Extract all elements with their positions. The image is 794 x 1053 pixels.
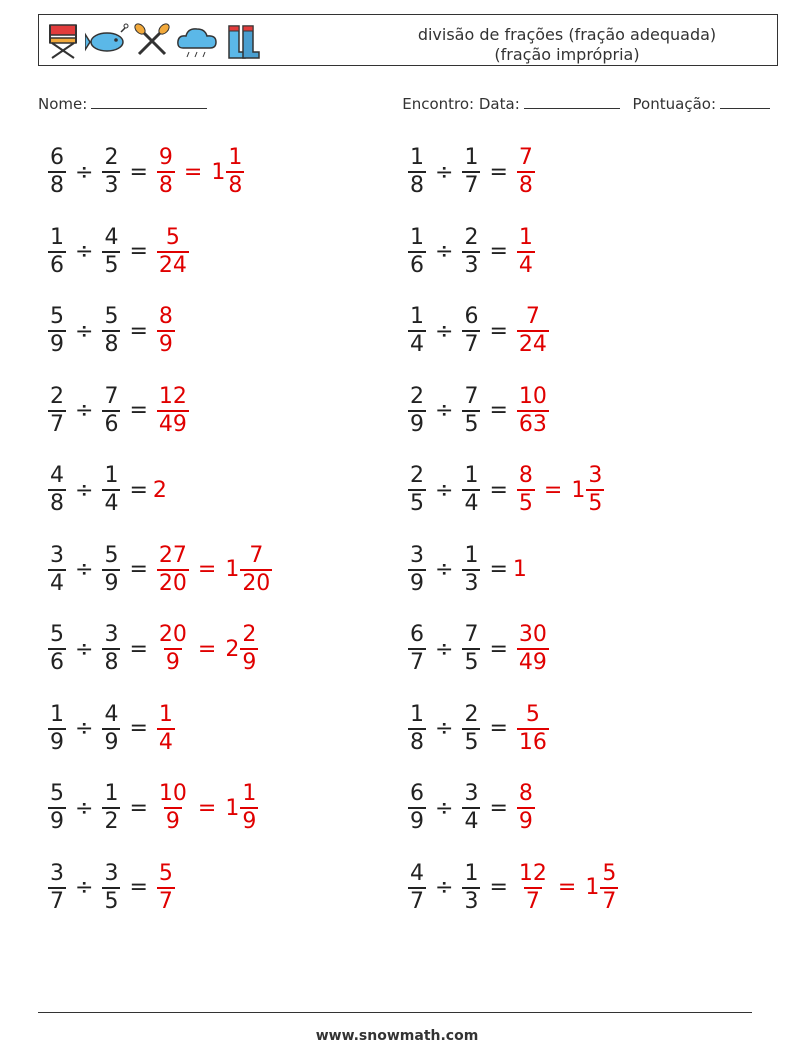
denominator: 9	[104, 570, 119, 596]
denominator: 8	[104, 332, 119, 357]
divide-sign: ÷	[435, 795, 454, 821]
mixed-whole: 2	[225, 636, 240, 662]
denominator: 8	[228, 173, 243, 198]
numerator: 8	[518, 781, 533, 806]
numerator: 5	[104, 542, 119, 568]
numerator: 12	[518, 860, 547, 886]
problem-right-10	[404, 856, 622, 920]
divide-sign: ÷	[75, 875, 94, 900]
denominator: 7	[50, 411, 64, 437]
problem-left-10	[44, 856, 179, 920]
numerator: 2	[50, 383, 64, 409]
score-label: Pontuação:	[632, 95, 716, 113]
divisor-fraction	[102, 543, 120, 597]
equals-sign: =	[489, 318, 508, 344]
answer-fraction	[517, 781, 535, 835]
denominator: 9	[410, 809, 424, 834]
problem-left-5	[44, 458, 167, 522]
divisor-fraction	[102, 225, 120, 279]
numerator: 3	[50, 860, 64, 886]
denominator: 7	[464, 332, 479, 357]
numerator: 1	[158, 701, 173, 727]
numerator: 1	[50, 701, 64, 727]
mixed-whole: 1	[585, 875, 600, 900]
divisor-fraction	[102, 622, 120, 676]
mixed-fraction	[586, 463, 604, 517]
equals-sign: =	[489, 795, 508, 821]
denominator: 9	[242, 650, 257, 675]
dividend-fraction	[408, 861, 426, 915]
divide-sign: ÷	[435, 477, 454, 503]
denominator: 7	[50, 888, 64, 914]
problem-right-8	[404, 697, 553, 761]
equals-sign: =	[557, 875, 577, 900]
denominator: 9	[50, 332, 64, 357]
numerator: 7	[104, 383, 119, 409]
denominator: 20	[242, 570, 271, 596]
numerator: 1	[104, 463, 119, 488]
denominator: 24	[518, 332, 547, 357]
divisor-fraction	[462, 145, 480, 199]
denominator: 6	[410, 252, 424, 278]
numerator: 7	[518, 145, 533, 170]
numerator: 7	[464, 383, 479, 409]
denominator: 3	[464, 888, 479, 914]
divide-sign: ÷	[75, 159, 94, 185]
divisor-fraction	[462, 304, 480, 358]
problem-right-1	[404, 140, 539, 204]
divisor-fraction	[462, 702, 480, 756]
numerator: 1	[464, 860, 479, 886]
denominator: 9	[518, 809, 533, 834]
mixed-whole: 1	[225, 795, 240, 821]
divisor-fraction	[462, 384, 480, 438]
equals-sign: =	[129, 557, 148, 582]
mixed-whole: 1	[571, 477, 586, 503]
denominator: 24	[158, 252, 187, 278]
denominator: 4	[104, 491, 119, 516]
numerator: 1	[50, 224, 64, 250]
divide-sign: ÷	[75, 716, 94, 741]
denominator: 5	[464, 729, 479, 755]
numerator: 1	[410, 701, 424, 727]
denominator: 5	[464, 411, 479, 437]
mixed-whole: 1	[211, 159, 226, 185]
answer-fraction	[517, 225, 535, 279]
denominator: 7	[158, 888, 173, 914]
answer-fraction	[517, 145, 535, 199]
numerator: 1	[410, 304, 424, 329]
numerator: 1	[228, 145, 243, 170]
equals-sign: =	[197, 636, 217, 662]
dividend-fraction	[48, 145, 66, 199]
problem-left-7	[44, 617, 262, 681]
dividend-fraction	[48, 463, 66, 517]
problem-right-4	[404, 379, 553, 443]
dividend-fraction	[408, 463, 426, 517]
numerator: 5	[165, 224, 180, 250]
answer-fraction	[157, 543, 189, 597]
equals-sign: =	[489, 239, 508, 264]
equals-sign: =	[489, 875, 508, 900]
equals-sign: =	[129, 159, 148, 185]
numerator: 1	[104, 781, 119, 806]
fish-icon	[85, 22, 129, 60]
problem-right-7	[404, 617, 553, 681]
numerator: 4	[104, 224, 119, 250]
denominator: 16	[518, 729, 547, 755]
denominator: 7	[410, 650, 424, 675]
divide-sign: ÷	[75, 636, 94, 662]
denominator: 3	[464, 252, 479, 278]
dividend-fraction	[408, 384, 426, 438]
dividend-fraction	[48, 622, 66, 676]
dividend-fraction	[408, 145, 426, 199]
equals-sign: =	[543, 477, 563, 503]
denominator: 6	[104, 411, 119, 437]
answer-fraction	[157, 384, 189, 438]
rain-cloud-icon	[175, 22, 219, 60]
answer-fraction	[157, 225, 189, 279]
dividend-fraction	[408, 543, 426, 597]
numerator: 10	[158, 781, 187, 806]
numerator: 4	[410, 860, 424, 886]
equals-sign: =	[489, 159, 508, 185]
equals-sign: =	[129, 795, 148, 821]
denominator: 6	[50, 252, 64, 278]
numerator: 7	[249, 542, 264, 568]
dividend-fraction	[408, 781, 426, 835]
divide-sign: ÷	[75, 239, 94, 264]
divisor-fraction	[102, 702, 120, 756]
numerator: 9	[158, 145, 173, 170]
divisor-fraction	[462, 463, 480, 517]
answer-fraction	[157, 304, 175, 358]
denominator: 5	[464, 650, 479, 675]
dividend-fraction	[408, 304, 426, 358]
worksheet-header	[38, 14, 778, 66]
problem-left-1	[44, 140, 248, 204]
rubber-boots-icon	[223, 22, 263, 60]
mixed-fraction	[240, 543, 272, 597]
denominator: 4	[464, 809, 479, 834]
equals-sign: =	[489, 716, 508, 741]
denominator: 4	[158, 729, 173, 755]
denominator: 2	[104, 809, 119, 834]
numerator: 5	[602, 860, 617, 886]
denominator: 8	[410, 173, 424, 198]
denominator: 8	[410, 729, 424, 755]
numerator: 5	[50, 781, 64, 806]
numerator: 3	[104, 622, 119, 647]
denominator: 9	[104, 729, 119, 755]
numerator: 2	[104, 145, 119, 170]
mixed-whole: 1	[225, 557, 240, 582]
numerator: 1	[410, 224, 424, 250]
mixed-fraction	[600, 861, 618, 915]
denominator: 9	[410, 411, 424, 437]
denominator: 7	[525, 888, 540, 914]
divide-sign: ÷	[435, 636, 454, 662]
denominator: 63	[518, 411, 547, 437]
numerator: 4	[50, 463, 64, 488]
numerator: 5	[50, 304, 64, 329]
denominator: 20	[158, 570, 187, 596]
denominator: 4	[50, 570, 64, 596]
denominator: 5	[588, 491, 603, 516]
divide-sign: ÷	[75, 398, 94, 423]
name-field	[38, 94, 207, 113]
answer-fraction	[157, 781, 189, 835]
denominator: 7	[410, 888, 424, 914]
equals-sign: =	[489, 557, 508, 582]
denominator: 9	[158, 332, 173, 357]
dividend-fraction	[48, 225, 66, 279]
divisor-fraction	[462, 781, 480, 835]
problem-right-3	[404, 299, 553, 363]
answer-fraction	[517, 861, 549, 915]
answer-fraction	[157, 145, 175, 199]
divide-sign: ÷	[435, 239, 454, 264]
divide-sign: ÷	[435, 716, 454, 741]
denominator: 9	[165, 809, 180, 834]
divisor-fraction	[102, 861, 120, 915]
numerator: 3	[410, 542, 424, 568]
denominator: 5	[410, 491, 424, 516]
meeting-date-label: Encontro: Data:	[402, 95, 520, 113]
answer-fraction	[517, 384, 549, 438]
divisor-fraction	[102, 384, 120, 438]
denominator: 7	[464, 173, 479, 198]
equals-sign: =	[129, 398, 148, 423]
divide-sign: ÷	[435, 159, 454, 185]
numerator: 1	[242, 781, 257, 806]
numerator: 6	[410, 622, 424, 647]
numerator: 3	[50, 542, 64, 568]
equals-sign: =	[489, 477, 508, 503]
divisor-fraction	[462, 543, 480, 597]
dividend-fraction	[48, 781, 66, 835]
numerator: 1	[464, 463, 479, 488]
numerator: 3	[104, 860, 119, 886]
problem-left-4	[44, 379, 193, 443]
numerator: 12	[158, 383, 187, 409]
numerator: 5	[50, 622, 64, 647]
equals-sign: =	[129, 477, 148, 503]
denominator: 9	[50, 809, 64, 834]
denominator: 8	[50, 491, 64, 516]
equals-sign: =	[197, 795, 217, 821]
title-line-1: divisão de frações (fração adequada)	[417, 25, 717, 44]
date-blank[interactable]	[524, 94, 620, 109]
answer-fraction	[517, 702, 549, 756]
footer-divider	[38, 1012, 752, 1013]
denominator: 5	[104, 888, 119, 914]
numerator: 20	[158, 622, 187, 647]
denominator: 8	[158, 173, 173, 198]
denominator: 4	[410, 332, 424, 357]
divide-sign: ÷	[75, 557, 94, 582]
equals-sign: =	[489, 398, 508, 423]
denominator: 5	[518, 491, 533, 516]
denominator: 3	[104, 173, 119, 198]
dividend-fraction	[48, 384, 66, 438]
divide-sign: ÷	[75, 795, 94, 821]
answer-fraction	[517, 304, 549, 358]
answer-whole: 1	[512, 557, 527, 582]
numerator: 2	[410, 383, 424, 409]
denominator: 9	[410, 570, 424, 596]
title-line-2: (fração imprópria)	[494, 45, 640, 64]
denominator: 8	[518, 173, 533, 198]
name-blank[interactable]	[91, 94, 207, 109]
denominator: 9	[50, 729, 64, 755]
numerator: 1	[410, 145, 424, 170]
numerator: 2	[464, 701, 479, 727]
divisor-fraction	[102, 304, 120, 358]
problem-left-9	[44, 776, 262, 840]
dividend-fraction	[48, 702, 66, 756]
meeting-score-fields	[402, 94, 770, 113]
dividend-fraction	[48, 861, 66, 915]
problem-right-6	[404, 538, 527, 602]
numerator: 30	[518, 622, 547, 647]
dividend-fraction	[408, 225, 426, 279]
numerator: 5	[104, 304, 119, 329]
problem-right-2	[404, 220, 539, 284]
divisor-fraction	[462, 225, 480, 279]
mixed-fraction	[240, 781, 258, 835]
numerator: 4	[104, 701, 119, 727]
numerator: 2	[410, 463, 424, 488]
answer-fraction	[157, 861, 175, 915]
denominator: 9	[242, 809, 257, 834]
problem-right-9	[404, 776, 539, 840]
denominator: 7	[602, 888, 617, 914]
denominator: 4	[518, 252, 533, 278]
divide-sign: ÷	[75, 318, 94, 344]
divide-sign: ÷	[435, 875, 454, 900]
denominator: 9	[165, 650, 180, 675]
denominator: 49	[518, 650, 547, 675]
divisor-fraction	[102, 781, 120, 835]
numerator: 1	[464, 542, 479, 568]
numerator: 7	[464, 622, 479, 647]
denominator: 6	[50, 650, 64, 675]
numerator: 6	[410, 781, 424, 806]
denominator: 8	[50, 173, 64, 198]
equals-sign: =	[129, 239, 148, 264]
equals-sign: =	[489, 636, 508, 662]
numerator: 5	[525, 701, 540, 727]
problem-left-8	[44, 697, 179, 761]
score-blank[interactable]	[720, 94, 770, 109]
worksheet-title	[397, 25, 737, 65]
answer-fraction	[157, 622, 189, 676]
dividend-fraction	[408, 702, 426, 756]
equals-sign: =	[183, 159, 203, 185]
answer-fraction	[517, 622, 549, 676]
numerator: 2	[464, 224, 479, 250]
divisor-fraction	[462, 622, 480, 676]
equals-sign: =	[129, 716, 148, 741]
numerator: 7	[525, 304, 540, 329]
paddles-icon	[133, 22, 171, 60]
problem-left-2	[44, 220, 193, 284]
numerator: 3	[588, 463, 603, 488]
numerator: 6	[464, 304, 479, 329]
numerator: 8	[518, 463, 533, 488]
divisor-fraction	[462, 861, 480, 915]
answer-fraction	[157, 702, 175, 756]
divisor-fraction	[102, 145, 120, 199]
problem-right-5	[404, 458, 608, 522]
numerator: 8	[158, 304, 173, 329]
equals-sign: =	[129, 318, 148, 344]
equals-sign: =	[129, 875, 148, 900]
numerator: 2	[242, 622, 257, 647]
divide-sign: ÷	[75, 477, 94, 503]
numerator: 5	[158, 860, 173, 886]
header-icons	[45, 21, 263, 61]
divide-sign: ÷	[435, 557, 454, 582]
divide-sign: ÷	[435, 318, 454, 344]
numerator: 27	[158, 542, 187, 568]
problem-left-3	[44, 299, 179, 363]
footer-url: www.snowmath.com	[315, 1028, 479, 1044]
denominator: 4	[464, 491, 479, 516]
name-label: Nome:	[38, 95, 88, 113]
answer-fraction	[517, 463, 535, 517]
problem-left-6	[44, 538, 276, 602]
equals-sign: =	[129, 636, 148, 662]
denominator: 8	[104, 650, 119, 675]
divisor-fraction	[102, 463, 120, 517]
answer-whole: 2	[152, 477, 167, 503]
director-chair-icon	[45, 22, 81, 60]
equals-sign: =	[197, 557, 217, 582]
dividend-fraction	[48, 304, 66, 358]
denominator: 3	[464, 570, 479, 596]
dividend-fraction	[408, 622, 426, 676]
denominator: 49	[158, 411, 187, 437]
numerator: 3	[464, 781, 479, 806]
dividend-fraction	[48, 543, 66, 597]
numerator: 10	[518, 383, 547, 409]
divide-sign: ÷	[435, 398, 454, 423]
mixed-fraction	[240, 622, 258, 676]
mixed-fraction	[226, 145, 244, 199]
denominator: 5	[104, 252, 119, 278]
numerator: 1	[518, 224, 533, 250]
numerator: 1	[464, 145, 479, 170]
numerator: 6	[50, 145, 64, 170]
